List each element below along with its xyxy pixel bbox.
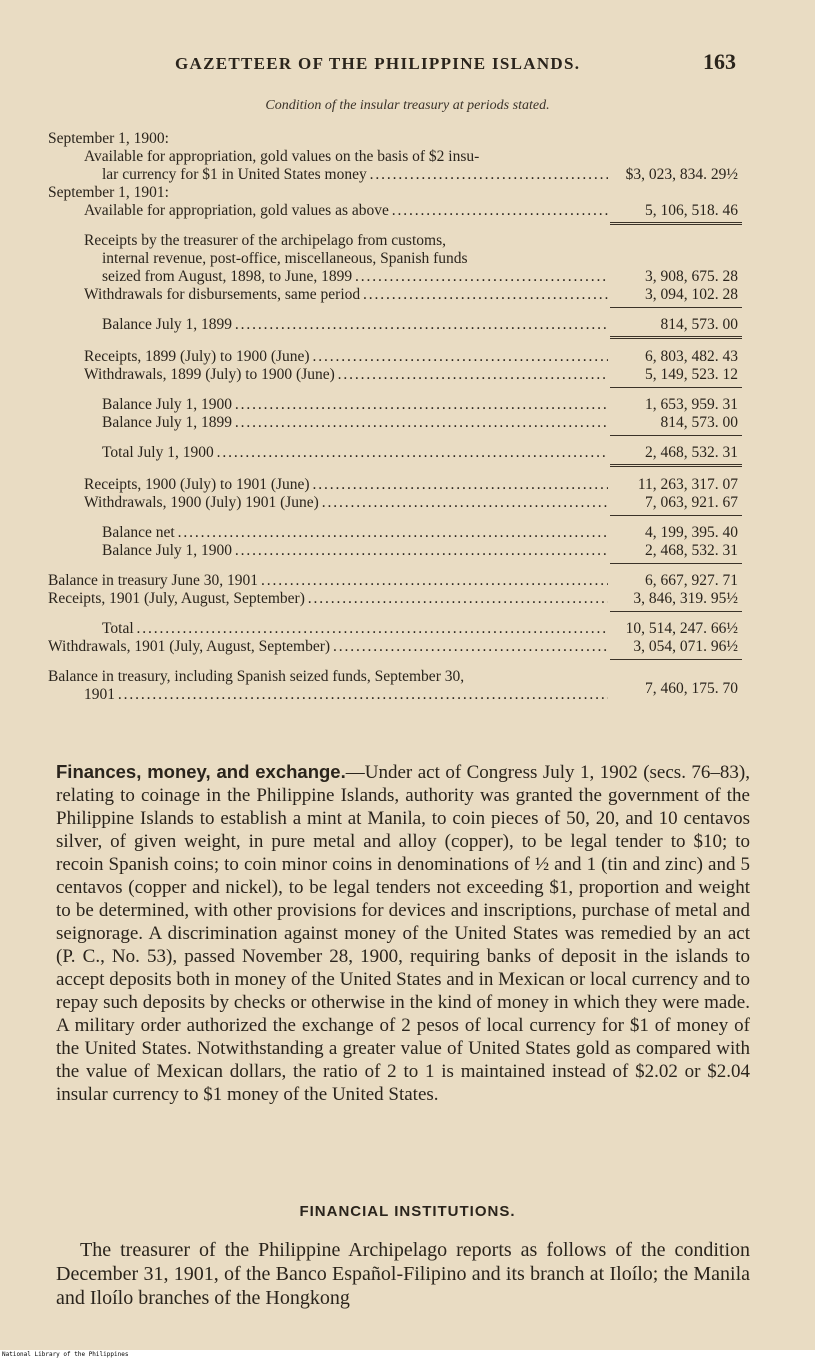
ledger-amount: 10, 514, 247. 66½	[625, 620, 738, 637]
ledger-label: internal revenue, post-office, miscellaneous, Spanish funds	[102, 250, 468, 267]
ledger-label: Withdrawals, 1901 (July, August, September) . . .	[48, 638, 608, 656]
finances-paragraph	[56, 760, 750, 1106]
ledger-amount: 3, 094, 102. 28	[645, 286, 738, 303]
ledger-amount: 2, 468, 532. 31	[645, 444, 738, 461]
ledger-amount: 6, 667, 927. 71	[645, 572, 738, 589]
ledger-label: Total . . .	[102, 620, 608, 638]
ledger-amount: $3, 023, 834. 29½	[625, 166, 738, 183]
ledger-label: Receipts, 1899 (July) to 1900 (June) . . .	[84, 348, 608, 366]
ledger-label: Withdrawals, 1900 (July) 1901 (June) . . .	[84, 494, 608, 512]
ledger-amount: 4, 199, 395. 40	[645, 524, 738, 541]
ledger-label: Available for appropriation, gold values on the basis of $2 insu-	[84, 148, 480, 165]
running-header: GAZETTEER OF THE PHILIPPINE ISLANDS.	[175, 54, 581, 73]
ledger-label: seized from August, 1898, to June, 1899 . . .	[102, 268, 608, 286]
paragraph-lead: Finances, money, and exchange.	[56, 761, 346, 782]
ledger-label: Balance July 1, 1899 . . .	[102, 316, 608, 334]
ledger-label: Withdrawals, 1899 (July) to 1900 (June) . . .	[84, 366, 608, 384]
ledger-label: Balance July 1, 1900 . . .	[102, 542, 608, 560]
ledger-label: Balance in treasury June 30, 1901 . . .	[48, 572, 608, 590]
section-heading: FINANCIAL INSTITUTIONS.	[299, 1203, 516, 1220]
ledger-label: Available for appropriation, gold values as above . . .	[84, 202, 608, 220]
ledger-label: 1901 . . .	[84, 686, 608, 704]
ledger-amount: 814, 573. 00	[660, 414, 738, 431]
ledger-label: Receipts, 1900 (July) to 1901 (June) . . .	[84, 476, 608, 494]
library-watermark: National Library of the Philippines	[2, 1351, 129, 1358]
ledger-label: Total July 1, 1900 . . .	[102, 444, 608, 462]
ledger-label: Balance July 1, 1900 . . .	[102, 396, 608, 414]
ledger-amount: 7, 063, 921. 67	[645, 494, 738, 511]
ledger-amount: 2, 468, 532. 31	[645, 542, 738, 559]
ledger-label: Receipts, 1901 (July, August, September) . . .	[48, 590, 608, 608]
ledger-amount: 5, 149, 523. 12	[645, 366, 738, 383]
ledger-label: Balance in treasury, including Spanish seized funds, September 30,	[48, 668, 465, 685]
ledger-amount: 1, 653, 959. 31	[645, 396, 738, 413]
table-caption: Condition of the insular treasury at periods stated.	[265, 98, 550, 113]
ledger-amount: 6, 803, 482. 43	[645, 348, 738, 365]
ledger-date-label: September 1, 1901:	[48, 184, 169, 201]
treasury-ledger	[0, 130, 815, 704]
ledger-amount: 5, 106, 518. 46	[645, 202, 738, 219]
ledger-amount: 11, 263, 317. 07	[637, 476, 738, 493]
page-number: 163	[703, 49, 736, 74]
ledger-amount: 3, 908, 675. 28	[645, 268, 738, 285]
ledger-label: Withdrawals for disbursements, same period . . .	[84, 286, 608, 304]
ledger-amount: 7, 460, 175. 70	[645, 680, 738, 697]
ledger-amount: 3, 846, 319. 95½	[633, 590, 738, 607]
ledger-amount: 3, 054, 071. 96½	[633, 638, 738, 655]
ledger-label: Balance net . . .	[102, 524, 608, 542]
ledger-label: Balance July 1, 1899 . . .	[102, 414, 608, 432]
ledger-date-label: September 1, 1900:	[48, 130, 169, 147]
ledger-label: lar currency for $1 in United States money . . .	[102, 166, 608, 184]
institutions-paragraph: The treasurer of the Philippine Archipelago reports as follows of the condition December 31, 1901, of the Banco Español-Filipino and its branch at Iloílo; the Manila and Iloílo branches of the Hongkong	[56, 1239, 750, 1309]
ledger-label: Receipts by the treasurer of the archipelago from customs,	[84, 232, 446, 249]
ledger-amount: 814, 573. 00	[660, 316, 738, 333]
paragraph-body: —Under act of Congress July 1, 1902 (secs. 76–83), relating to coinage in the Philippine Islands, authority was granted the government of the Philippine Islands to establish a mint at Manila, to coin pieces of 50, 20, and 10 centavos silver, of given weight, in pure metal and alloy (copper), to be legal tender to $10; to recoin Spanish coins; to coin minor coins in denominations of ½ and 1 (tin and zinc) and 5 centavos (copper and nickel), to be legal tenders not exceeding $1, proportion and weight to be determined, with other provisions for devices and inscriptions, purchase of metal and seignorage. A discrimination against money of the United States was remedied by an act (P. C., No. 53), passed November 28, 1900, requiring banks of deposit in the islands to accept deposits both in money of the United States and in Mexican or local currency and to repay such deposits by checks or otherwise in the kind of money in which they were made. A military order authorized the exchange of 2 pesos of local currency for $1 of money of the United States. Notwithstanding a greater value of United States gold as compared with the value of Mexican dollars, the ratio of 2 to 1 is maintained instead of $2.02 or $2.04 insular currency to $1 money of the United States.	[56, 762, 751, 1105]
